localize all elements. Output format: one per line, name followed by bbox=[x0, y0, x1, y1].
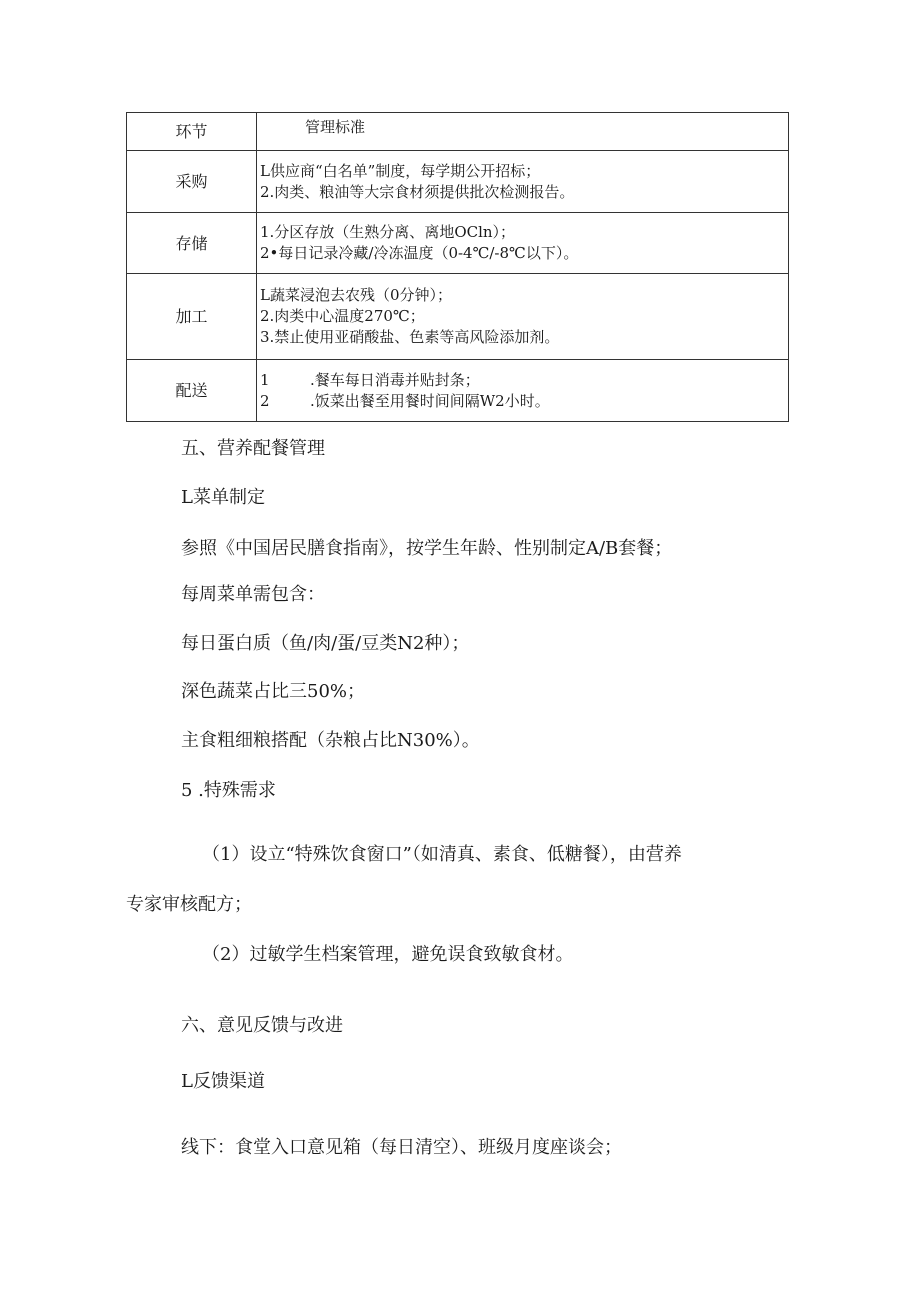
row-value bbox=[257, 213, 789, 274]
management-standards-table bbox=[126, 112, 789, 422]
row-line: L供应商“白名单”制度，每学期公开招标； bbox=[260, 161, 541, 180]
paragraph: 深色蔬菜占比三50%； bbox=[181, 681, 366, 702]
row-key: 加工 bbox=[127, 274, 257, 360]
row-line: 2.肉类、粮油等大宗食材须提供批次检测报告。 bbox=[260, 182, 575, 201]
row-line: 2.肉类中心温度270℃； bbox=[260, 307, 425, 325]
paragraph: 专家审核配方； bbox=[126, 894, 252, 915]
row-key: 存储 bbox=[127, 213, 257, 274]
header-standard-cell: 管理标准 bbox=[257, 113, 789, 151]
row-key: 采购 bbox=[127, 151, 257, 213]
row-line: 2•每日记录冷藏/冷冻温度（0-4℃/-8℃以下）。 bbox=[260, 244, 579, 262]
special-needs-heading: 5 .特殊需求 bbox=[181, 780, 276, 801]
row-line: 3.禁止使用亚硝酸盐、色素等高风险添加剂。 bbox=[260, 328, 560, 346]
paragraph: 线下：食堂入口意见箱（每日清空）、班级月度座谈会； bbox=[181, 1137, 622, 1158]
table-row-delivery bbox=[127, 360, 789, 422]
row-line bbox=[260, 370, 788, 391]
paragraph: 主食粗细粮搭配（杂粮占比N30%）。 bbox=[181, 730, 480, 751]
item-text: .饭菜出餐至用餐时间间隔W2小时。 bbox=[310, 391, 550, 410]
item-number: 1 bbox=[260, 370, 270, 389]
paragraph: （1）设立“特殊饮食窗口”（如清真、素食、低糖餐），由营养 bbox=[202, 844, 682, 865]
row-value bbox=[257, 151, 789, 213]
paragraph: 每周菜单需包含： bbox=[181, 584, 325, 605]
item-number: 2 bbox=[260, 391, 270, 410]
row-line: 1.分区存放（生熟分离、离地OCln）； bbox=[260, 223, 516, 241]
row-value bbox=[257, 360, 789, 422]
paragraph: 参照《中国居民膳食指南》，按学生年龄、性别制定A/B套餐； bbox=[181, 538, 673, 559]
item-text: .餐车每日消毒并贴封条； bbox=[310, 370, 480, 389]
header-stage-cell: 环节 bbox=[127, 113, 257, 151]
section-6-heading: 六、意见反馈与改进 bbox=[181, 1015, 343, 1036]
paragraph: （2）过敏学生档案管理，避免误食致敏食材。 bbox=[202, 944, 574, 965]
feedback-heading: L反馈渠道 bbox=[181, 1071, 265, 1092]
paragraph: 每日蛋白质（鱼/肉/蛋/豆类N2种）； bbox=[181, 633, 470, 654]
table-row-purchase bbox=[127, 151, 789, 213]
menu-heading: L菜单制定 bbox=[181, 487, 265, 508]
table-row-processing bbox=[127, 274, 789, 360]
table-row-storage bbox=[127, 213, 789, 274]
row-line bbox=[260, 391, 788, 412]
row-key: 配送 bbox=[127, 360, 257, 422]
row-value bbox=[257, 274, 789, 360]
table-header-row bbox=[127, 113, 789, 151]
section-5-heading: 五、营养配餐管理 bbox=[181, 438, 325, 459]
row-line: L蔬菜浸泡去农残（0分钟）； bbox=[260, 286, 453, 304]
